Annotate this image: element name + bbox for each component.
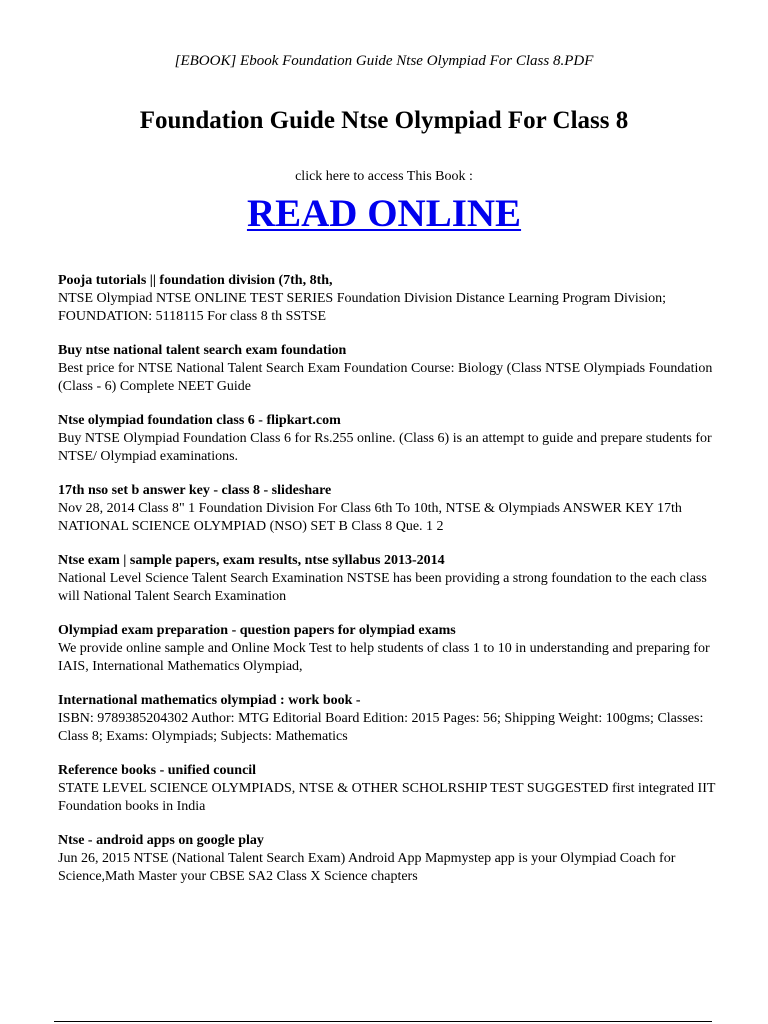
entry-body: Nov 28, 2014 Class 8" 1 Foundation Division For Class 6th To 10th, NTSE & Olympiads ANSWER KEY 17th NATIONAL SCIENCE OLYMPIAD (NSO) SET B Class 8 Que. 1 2 [58, 501, 682, 534]
entry-title: Reference books - unified council [58, 763, 257, 778]
entry-title: Buy ntse national talent search exam foundation [58, 343, 347, 358]
ebook-header: [EBOOK] Ebook Foundation Guide Ntse Olympiad For Class 8.PDF [174, 53, 594, 69]
list-item [58, 412, 728, 466]
access-instruction: click here to access This Book : [295, 169, 473, 184]
entry-body: Jun 26, 2015 NTSE (National Talent Search Exam) Android App Mapmystep app is your Olympiad Coach for Science,Math Master your CBSE SA2 Class X Science chapters [58, 851, 676, 884]
entry-title: International mathematics olympiad : work book - [58, 693, 361, 708]
entry-body: ISBN: 9789385204302 Author: MTG Editorial Board Edition: 2015 Pages: 56; Shipping Weight: 100gms; Classes: Class 8; Exams: Olympiads; Subjects: Mathematics [58, 711, 704, 744]
entry-title: Olympiad exam preparation - question papers for olympiad exams [58, 623, 456, 638]
list-item [58, 622, 728, 676]
entry-body: We provide online sample and Online Mock Test to help students of class 1 to 10 in understanding and preparing for IAIS, International Mathematics Olympiad, [58, 641, 710, 674]
entry-body: National Level Science Talent Search Examination NSTSE has been providing a strong foundation to the each class will National Talent Search Examination [58, 571, 707, 604]
list-item [58, 552, 728, 606]
entry-title: Ntse exam | sample papers, exam results, ntse syllabus 2013-2014 [58, 553, 445, 568]
entry-title: Ntse - android apps on google play [58, 833, 264, 848]
list-item [58, 692, 728, 746]
list-item [58, 342, 728, 396]
entry-body: Buy NTSE Olympiad Foundation Class 6 for Rs.255 online. (Class 6) is an attempt to guide and prepare students for NTSE/ Olympiad examinations. [58, 431, 712, 464]
entry-title: 17th nso set b answer key - class 8 - slideshare [58, 483, 332, 498]
read-online-link[interactable]: READ ONLINE [246, 192, 522, 235]
entry-title: Ntse olympiad foundation class 6 - flipkart.com [58, 413, 341, 428]
entry-list [58, 272, 728, 902]
list-item [58, 832, 728, 886]
list-item [58, 762, 728, 816]
list-item [58, 272, 728, 326]
entry-body: NTSE Olympiad NTSE ONLINE TEST SERIES Foundation Division Distance Learning Program Division; FOUNDATION: 5118115 For class 8 th SSTSE [58, 291, 667, 324]
entry-body: STATE LEVEL SCIENCE OLYMPIADS, NTSE & OTHER SCHOLRSHIP TEST SUGGESTED first integrated IIT Foundation books in India [58, 781, 716, 814]
footer-divider [54, 1021, 712, 1022]
entry-body: Best price for NTSE National Talent Search Exam Foundation Course: Biology (Class NTSE Olympiads Foundation (Class - 6) Complete NEET Guide [58, 361, 713, 394]
read-online-container [0, 191, 768, 237]
page-title: Foundation Guide Ntse Olympiad For Class 8 [139, 107, 629, 134]
list-item [58, 482, 728, 536]
entry-title: Pooja tutorials || foundation division (7th, 8th, [58, 273, 333, 288]
